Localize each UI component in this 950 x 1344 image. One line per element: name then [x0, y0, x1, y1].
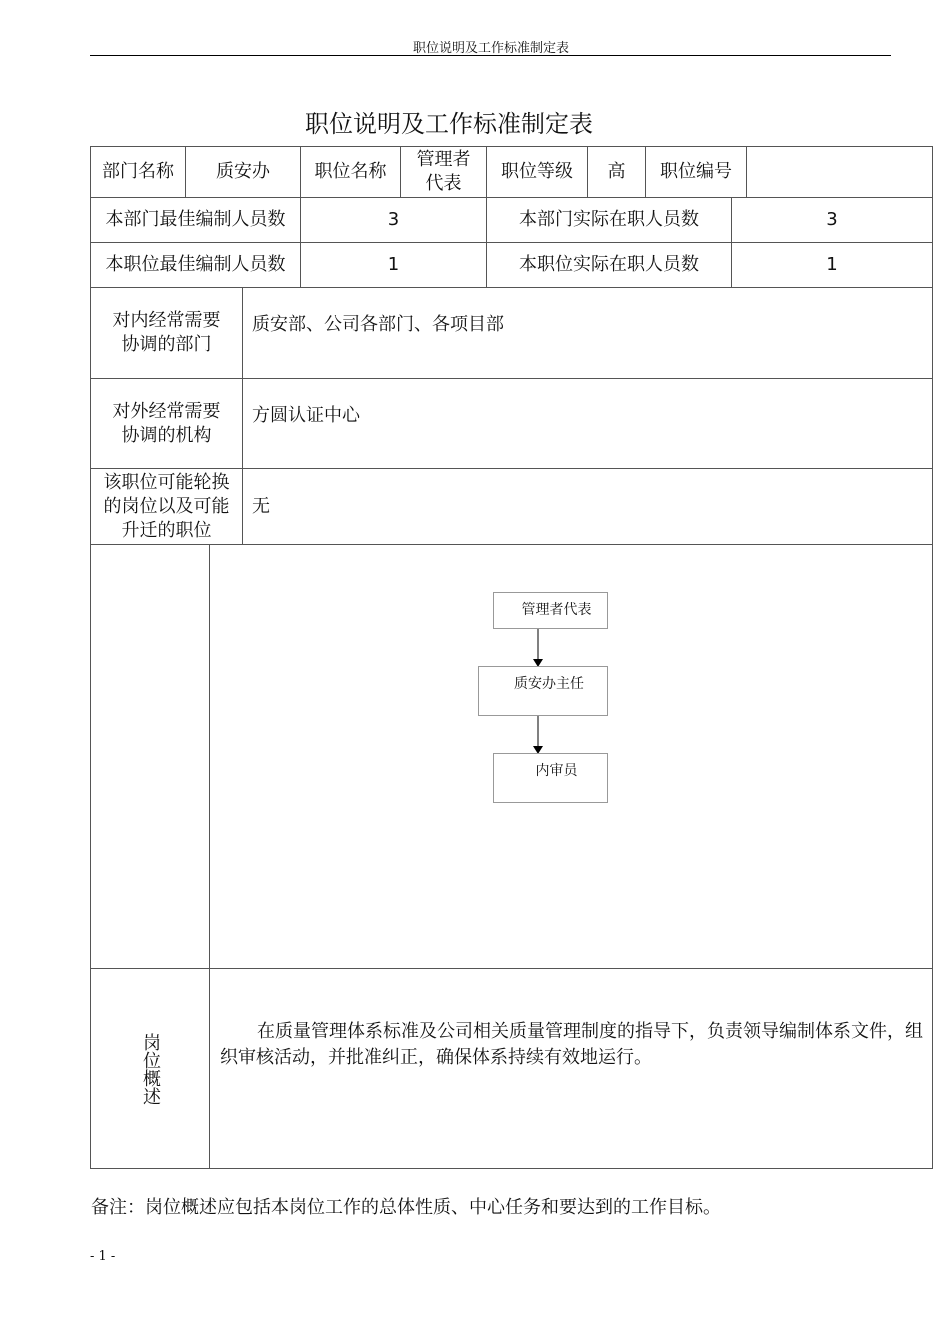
org-box-quality-office-director: 质安办主任	[478, 666, 608, 716]
dept-name-label: 部门名称	[90, 146, 186, 198]
org-box-management-rep: 管理者代表	[493, 592, 608, 629]
position-level-label: 职位等级	[486, 146, 588, 198]
position-code-value	[746, 146, 933, 198]
dept-actual-value: 3	[731, 197, 933, 243]
dept-actual-label: 本部门实际在职人员数	[486, 197, 732, 243]
pos-actual-label: 本职位实际在职人员数	[486, 242, 732, 288]
rotation-label: 该职位可能轮换的岗位以及可能升迁的职位	[90, 468, 243, 545]
position-code-label: 职位编号	[645, 146, 747, 198]
internal-coordination-value: 质安部、公司各部门、各项目部	[242, 287, 933, 379]
org-box-internal-auditor: 内审员	[493, 753, 608, 803]
summary-text: 在质量管理体系标准及公司相关质量管理制度的指导下，负责领导编制体系文件，组织审核活动，并批准纠正，确保体系持续有效地运行。	[209, 968, 933, 1169]
position-level-value: 高	[587, 146, 646, 198]
internal-coordination-label: 对内经常需要协调的部门	[90, 287, 243, 379]
page-title: 职位说明及工作标准制定表	[305, 110, 593, 138]
header-rule	[90, 55, 891, 56]
org-chart-area	[209, 544, 933, 969]
pos-optimal-value: 1	[300, 242, 487, 288]
rotation-value: 无	[242, 468, 933, 545]
position-name-label: 职位名称	[300, 146, 401, 198]
remark-note: 备注：岗位概述应包括本岗位工作的总体性质、中心任务和要达到的工作目标。	[91, 1197, 721, 1218]
external-coordination-value: 方圆认证中心	[242, 378, 933, 469]
pos-optimal-label: 本职位最佳编制人员数	[90, 242, 301, 288]
external-coordination-label: 对外经常需要协调的机构	[90, 378, 243, 469]
pos-actual-value: 1	[731, 242, 933, 288]
dept-name-value: 质安办	[185, 146, 301, 198]
dept-optimal-value: 3	[300, 197, 487, 243]
running-header: 职位说明及工作标准制定表	[412, 41, 569, 56]
page-number: - 1 -	[90, 1249, 116, 1264]
summary-label-text: 岗位概述	[140, 1032, 161, 1105]
summary-label	[90, 968, 210, 1169]
dept-optimal-label: 本部门最佳编制人员数	[90, 197, 301, 243]
org-chart-label	[90, 544, 210, 969]
position-name-value: 管理者代表	[400, 146, 487, 198]
